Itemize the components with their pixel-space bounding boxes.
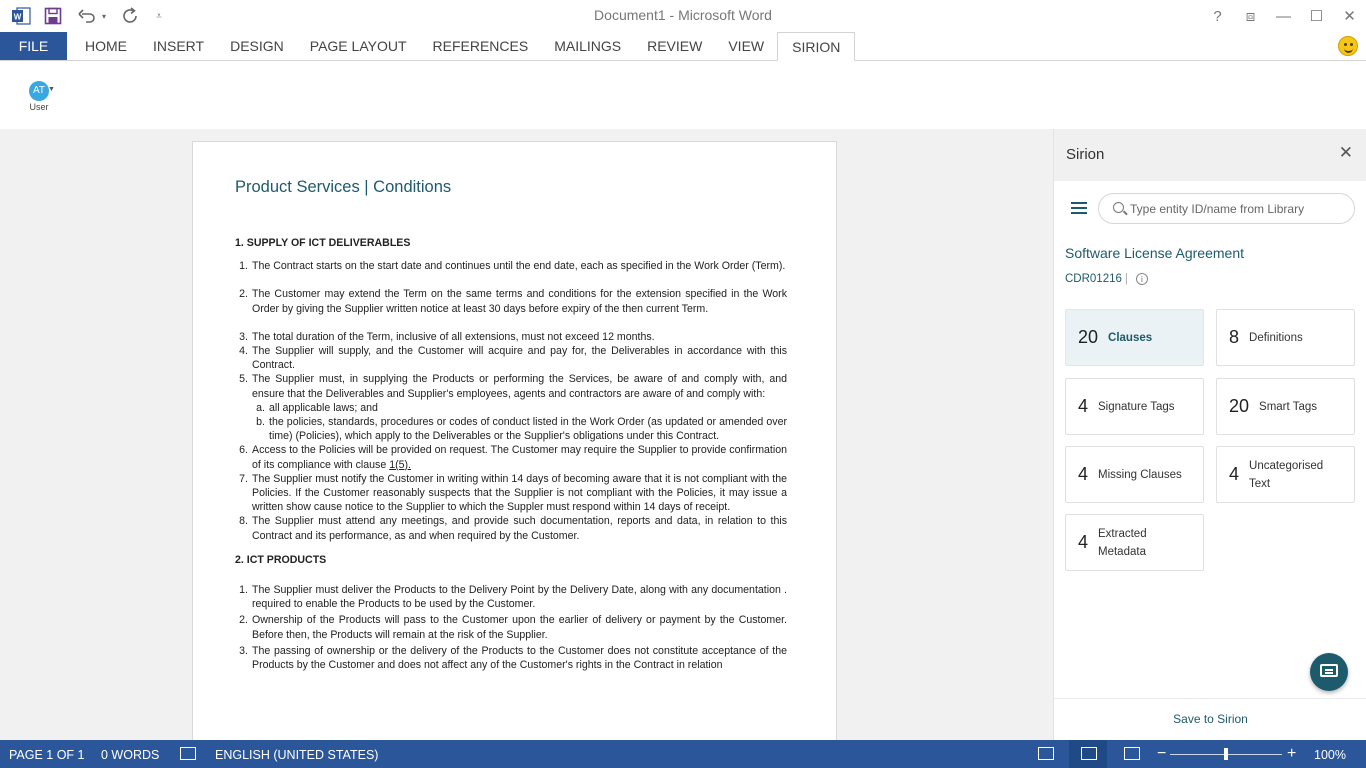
web-layout-icon[interactable] bbox=[1124, 747, 1140, 760]
document-title: Product Services | Conditions bbox=[235, 178, 452, 196]
maximize-icon[interactable]: ☐ bbox=[1309, 8, 1324, 25]
print-layout-view-button[interactable] bbox=[1069, 740, 1107, 768]
panel-header bbox=[1054, 129, 1366, 181]
tab-home[interactable]: HOME bbox=[85, 38, 127, 54]
section-heading: 1. SUPPLY OF ICT DELIVERABLES bbox=[235, 237, 411, 249]
agreement-id[interactable]: CDR01216 bbox=[1065, 273, 1122, 285]
ribbon-body bbox=[0, 61, 1366, 129]
read-mode-icon[interactable] bbox=[1038, 747, 1054, 760]
help-icon[interactable]: ? bbox=[1213, 7, 1222, 25]
card-count: 4 bbox=[1078, 464, 1089, 484]
close-icon[interactable]: ✕ bbox=[1343, 8, 1356, 25]
tab-review[interactable]: REVIEW bbox=[647, 38, 703, 54]
list-item: a. all applicable laws; and bbox=[256, 401, 378, 414]
status-bar bbox=[0, 740, 1366, 768]
proofing-icon[interactable] bbox=[180, 747, 196, 760]
tab-file[interactable]: FILE bbox=[0, 32, 67, 60]
library-search[interactable] bbox=[1098, 193, 1355, 224]
clause-reference-link[interactable]: 1(5). bbox=[389, 458, 411, 471]
undo-dropdown-icon[interactable]: ▾ bbox=[101, 11, 106, 21]
window-title: Document1 - Microsoft Word bbox=[594, 7, 772, 23]
user-label: User bbox=[29, 101, 49, 112]
card-count: 8 bbox=[1229, 327, 1240, 347]
ribbon-tabs bbox=[0, 32, 1366, 61]
page-count[interactable]: PAGE 1 OF 1 bbox=[9, 748, 85, 762]
sirion-panel bbox=[1053, 129, 1366, 740]
card-label: Clauses bbox=[1108, 331, 1153, 344]
chat-button[interactable] bbox=[1310, 653, 1348, 691]
tab-references[interactable]: REFERENCES bbox=[432, 38, 529, 54]
list-item: 5. The Supplier must, in supplying the Products or performing the Services, be aware of and comply with, and ensure that the Deliverables and Supplier's employees, agents and contractors are aware of and comply with: bbox=[239, 373, 787, 400]
card-extracted-metadata[interactable] bbox=[1065, 514, 1204, 571]
card-label: Extracted Metadata bbox=[1098, 527, 1147, 558]
info-icon[interactable]: i bbox=[1136, 273, 1148, 285]
list-item: 2. The Customer may extend the Term on the same terms and conditions for the extension specified in the Work Order by giving the Supplier written notice at least 30 days before expiry of the then current Term. bbox=[239, 288, 787, 315]
card-count: 4 bbox=[1229, 464, 1240, 484]
search-icon bbox=[1113, 202, 1124, 213]
agreement-id-line bbox=[1065, 273, 1148, 285]
list-item: 4. The Supplier will supply, and the Customer will acquire and pay for, the Deliverables in accordance with this Contract. bbox=[239, 345, 787, 372]
feedback-smiley-icon[interactable] bbox=[1338, 36, 1358, 56]
avatar: AT bbox=[29, 81, 49, 101]
card-count: 4 bbox=[1078, 532, 1089, 552]
language[interactable]: ENGLISH (UNITED STATES) bbox=[215, 748, 379, 762]
list-item: 2. Ownership of the Products will pass to the Customer upon the earlier of delivery or payment by the Customer. Before then, the Products will remain at the risk of the Supplier. bbox=[239, 614, 787, 641]
tab-design[interactable]: DESIGN bbox=[230, 38, 284, 54]
separator: | bbox=[1124, 273, 1128, 285]
chat-icon bbox=[1320, 664, 1338, 677]
tab-page-layout[interactable]: PAGE LAYOUT bbox=[309, 38, 407, 54]
svg-text:W: W bbox=[13, 12, 22, 22]
card-count: 20 bbox=[1229, 396, 1250, 416]
document-body[interactable] bbox=[235, 236, 805, 672]
list-item: 7. The Supplier must notify the Customer in writing within 14 days of becoming aware that it is not compliant with the Policies. If the Customer reasonably suspects that the Supplier is not compliant with the Policies, it may issue a written show cause notice to the Supplier to which the Suppler must respond within 14 days of receipt. bbox=[239, 472, 787, 514]
card-label: Definitions bbox=[1249, 331, 1303, 344]
zoom-level[interactable]: 100% bbox=[1314, 748, 1346, 762]
print-layout-icon bbox=[1081, 747, 1097, 760]
tab-sirion[interactable]: SIRION bbox=[777, 32, 855, 61]
window-controls bbox=[1201, 0, 1366, 32]
card-label: Signature Tags bbox=[1098, 400, 1175, 413]
document-area bbox=[0, 129, 1053, 740]
card-definitions[interactable] bbox=[1216, 309, 1355, 366]
zoom-in-button[interactable]: + bbox=[1287, 745, 1297, 762]
word-count[interactable]: 0 WORDS bbox=[101, 748, 160, 762]
section-heading: 2. ICT PRODUCTS bbox=[235, 553, 327, 566]
card-clauses[interactable] bbox=[1065, 309, 1204, 366]
menu-icon[interactable] bbox=[1071, 202, 1087, 214]
card-smart-tags[interactable] bbox=[1216, 378, 1355, 435]
tab-mailings[interactable]: MAILINGS bbox=[554, 38, 622, 54]
title-bar bbox=[0, 0, 1366, 32]
card-count: 20 bbox=[1078, 327, 1099, 347]
tab-insert[interactable]: INSERT bbox=[153, 38, 205, 54]
list-item: 6. Access to the Policies will be provided on request. The Customer may require the Supplier to provide confirmation of its compliance with clause 1(5). bbox=[239, 444, 787, 471]
chevron-down-icon: ▼ bbox=[48, 86, 55, 93]
list-item: 8. The Supplier must attend any meetings, and provide such documentation, reports and data, in relation to this Contract and its performance, as and when required by the Customer. bbox=[239, 515, 787, 542]
card-uncategorised-text[interactable] bbox=[1216, 446, 1355, 503]
list-item: 3. The passing of ownership or the delivery of the Products to the Customer does not constitute acceptance of the Products by the Customer and does not affect any of the Customer's rights in the Contract in relation bbox=[239, 644, 787, 672]
ribbon-display-options-icon[interactable]: ⧈ bbox=[1245, 7, 1256, 25]
tab-view[interactable]: VIEW bbox=[728, 38, 765, 54]
list-item: 1. The Supplier must deliver the Products to the Delivery Point by the Delivery Date, along with any documentation . required to enable the Products to be used by the Customer. bbox=[239, 584, 805, 611]
customize-icon[interactable]: ⩡ bbox=[156, 10, 162, 22]
save-to-sirion-button[interactable]: Save to Sirion bbox=[1054, 698, 1366, 740]
user-button[interactable] bbox=[24, 80, 54, 112]
close-icon[interactable]: ✕ bbox=[1338, 143, 1353, 162]
list-item: 1. The Contract starts on the start date and continues until the end date, each as specified in the Work Order (Term). bbox=[239, 260, 786, 273]
search-input[interactable] bbox=[1130, 200, 1345, 218]
agreement-name: Software License Agreement bbox=[1065, 245, 1244, 261]
card-label: Uncategorised Text bbox=[1249, 459, 1324, 490]
card-count: 4 bbox=[1078, 396, 1089, 416]
document-page[interactable] bbox=[192, 141, 837, 740]
card-missing-clauses[interactable] bbox=[1065, 446, 1204, 503]
panel-title: Sirion bbox=[1066, 146, 1105, 163]
card-label: Missing Clauses bbox=[1098, 468, 1182, 481]
card-label: Smart Tags bbox=[1259, 400, 1317, 413]
list-item: 3. The total duration of the Term, inclusive of all extensions, must not exceed 12 months. bbox=[239, 330, 655, 343]
minimize-icon[interactable]: — bbox=[1276, 7, 1291, 25]
zoom-out-button[interactable]: − bbox=[1157, 745, 1167, 762]
card-signature-tags[interactable] bbox=[1065, 378, 1204, 435]
list-item: b. the policies, standards, procedures or codes of conduct listed in the Work Order (as updated or amended over time) (Policies), which apply to the Deliverables or the Supplier's obligations under this Contract. bbox=[256, 416, 787, 443]
zoom-slider-thumb[interactable] bbox=[1224, 748, 1228, 760]
